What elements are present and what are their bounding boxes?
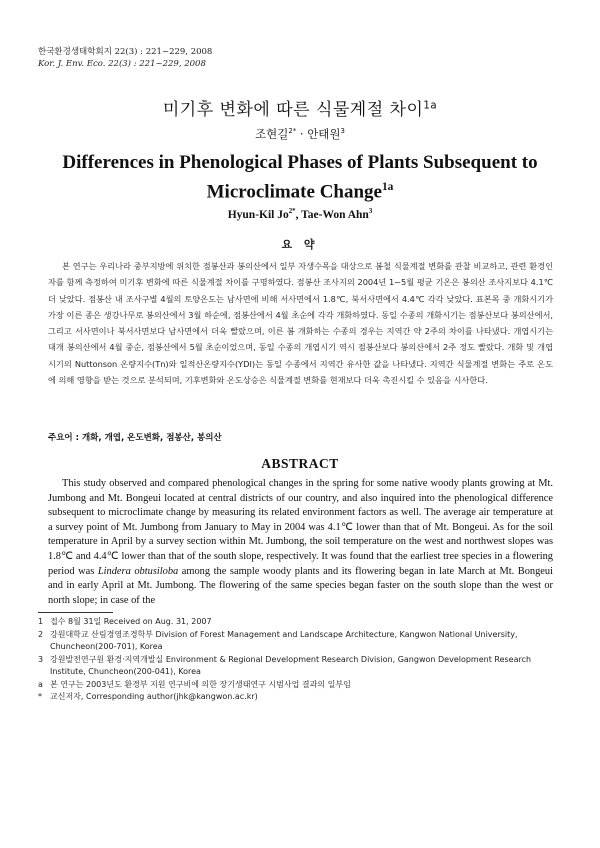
footnote-text: 강원발전연구원 환경·지역개발실 Environment & Regional Development Research Division, Gangwon Development Research Institute, Chuncheon(200-041), Korea xyxy=(50,654,532,676)
journal-citation-korean: 한국환경생태학회지 22(3) : 221~229, 2008 xyxy=(38,47,213,57)
footnote-text: 본 연구는 2003년도 환경부 지원 연구비에 의한 장기생태연구 시범사업 결과의 일부임 xyxy=(50,679,351,689)
keywords-list: 개화, 개엽, 온도변화, 점봉산, 봉의산 xyxy=(81,433,222,443)
footnote-mark: a xyxy=(38,679,43,689)
korean-abstract-heading: 요 약 xyxy=(281,238,319,251)
abstract-species-name: Lindera obtusiloba xyxy=(97,565,179,577)
footnote-text: 강원대학교 산림경영조경학부 Division of Forest Management and Landscape Architecture, Kangwon National University, Chuncheon(200-701), Korea xyxy=(50,629,518,651)
keywords-label: 주요어 : xyxy=(48,433,82,443)
korean-author-1: 조현길 xyxy=(255,127,289,141)
english-author-separator: , xyxy=(295,208,302,221)
footnote-3 xyxy=(38,654,558,679)
footnote-2 xyxy=(38,629,558,654)
korean-author-2: 안태원 xyxy=(307,127,341,141)
footnote-1 xyxy=(38,616,558,629)
english-title-sup: 1a xyxy=(381,181,394,193)
english-author-1-sup: 2* xyxy=(288,208,296,215)
footnotes xyxy=(38,616,558,704)
footnote-divider xyxy=(38,612,113,613)
footnote-corresponding xyxy=(38,691,558,704)
journal-citation-english: Kor. J. Env. Eco. 22(3) : 221~229, 2008 xyxy=(38,59,206,69)
korean-title-text: 미기후 변화에 따른 식물계절 차이 xyxy=(162,100,424,120)
korean-author-2-sup: 3 xyxy=(340,127,345,136)
abstract-body xyxy=(48,477,553,608)
footnote-mark: 2 xyxy=(38,629,44,639)
korean-authors xyxy=(0,126,600,142)
footnote-a xyxy=(38,679,558,692)
journal-header xyxy=(38,46,212,70)
english-title-line-1: Differences in Phenological Phases of Plants Subsequent to xyxy=(62,152,538,173)
footnote-mark: 3 xyxy=(38,654,44,664)
abstract-text-1: This study observed and compared phenological changes in the spring for some native woody plants growing at Mt. Jumbong and Mt. Bongeui located at central districts of our country, and also inquired into the phenological difference subsequent to microclimate change by measuring its related environment factors as well. The average air temperature at a survey point of Mt. Jumbong from January to May in 2004 was 4.1℃ lower than that of Mt. Bongeui. As for the soil temperature in April by a survey section within Mt. Jumbong, the soil temperature on the west and northwest slopes was 1.8℃ and 4.4℃ lower than that of the south slope, respectively. It was found that the earliest tree species in a flowering period was xyxy=(48,478,553,577)
english-author-2: Tae-Won Ahn xyxy=(301,208,369,221)
korean-abstract-body: 본 연구는 우리나라 중부지방에 위치한 점봉산과 봉의산에서 일부 자생수목을 대상으로 봄철 식물계절 변화를 관찰 비교하고, 관련 환경인자를 함께 측정하여 미기후 변화에 따른 식물계절 차이를 구명하였다. 점봉산 조사지의 2004년 1~5월 평균 기온은 봉의산 조사지보다 4.1℃ 더 낮았다. 점봉산 내 조사구별 4월의 토양온도는 남사면에 비해 서사면에서 1.8℃, 북서사면에서 4.4℃ 각각 낮았다. 표본목 중 개화시기가 가장 이른 종은 생강나무로 봉의산에서 3월 하순에, 점봉산에서 4월 초순에 각각 개화하였다. 동일 수종의 개화시기는 점봉산보다 봉의산에서, 그리고 서사면이나 북서사면보다 남사면에서 더욱 빨랐으며, 이른 봄 개화하는 수종의 경우는 지역간 약 2주의 차이를 나타냈다. 개엽시기는 대개 봉의산에서 4월 중순, 점봉산에서 5월 초순이었으며, 동일 수종의 개엽시기 역시 점봉산보다 봉의산에서 2주 정도 빨랐다. 개화 및 개엽시기의 Nuttonson 온량지수(Tn)와 일적산온량지수(YDI)는 동일 수종에서 지역간 유사한 값을 나타냈다. 지역간 식물계절 변화는 주로 온도에 의해 영향을 받는 것으로 분석되며, 기후변화와 온도상승은 식물계절 변화를 현재보다 더욱 촉진시킬 수 있음을 시사한다. xyxy=(48,261,553,386)
english-title-line-2: Microclimate Change xyxy=(206,181,382,203)
english-author-1: Hyun-Kil Jo xyxy=(227,208,289,221)
korean-keywords xyxy=(48,431,553,443)
english-title xyxy=(40,150,560,204)
abstract-heading: ABSTRACT xyxy=(261,456,339,471)
footnote-text: 접수 8월 31일 Received on Aug. 31, 2007 xyxy=(50,617,212,626)
korean-author-1-sup: 2* xyxy=(288,127,297,136)
english-author-2-sup: 3 xyxy=(368,208,373,215)
footnote-mark: * xyxy=(38,692,42,701)
korean-title-sup: 1a xyxy=(423,100,438,112)
footnote-mark: 1 xyxy=(38,617,44,626)
english-title-line-2-wrap xyxy=(40,175,560,204)
abstract-text-2: among the sample woody plants and its flowering began in late March at Mt. Bongeui and in early April at Mt. Jumbong. The flowering of the same species began faster on the south slope than the west or north slope; in case of the xyxy=(48,565,553,606)
korean-author-separator: · xyxy=(296,127,308,141)
english-authors xyxy=(0,208,600,221)
korean-title xyxy=(0,95,600,120)
footnote-text: 교신저자, Corresponding author(jhk@kangwon.ac.kr) xyxy=(50,692,258,701)
